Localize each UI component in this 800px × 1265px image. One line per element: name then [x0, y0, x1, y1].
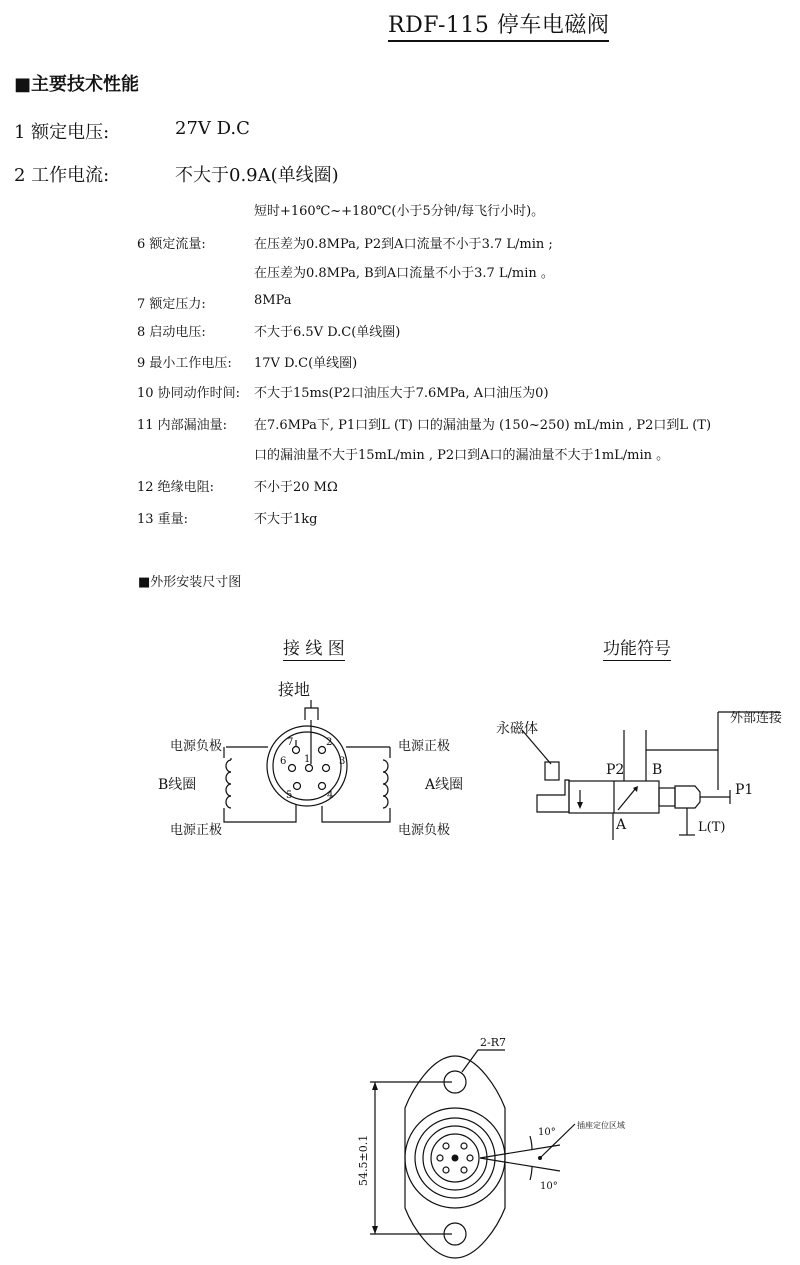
angle-label-top: 10° — [538, 1127, 556, 1138]
mount-pin-c — [437, 1155, 443, 1161]
dimension-label: 54.5±0.1 — [357, 1134, 370, 1186]
spec-value-current: 不大于0.9A(单线圈) — [175, 165, 339, 186]
angle-vertex — [538, 1156, 542, 1160]
section-heading-main: ■主要技术性能 — [14, 74, 140, 95]
plug-note-label: 插座定位区域 — [577, 1121, 625, 1130]
label-pos-left: 电源正极 — [170, 823, 223, 838]
ground-label: 接地 — [278, 680, 311, 699]
pin-label-5: 5 — [286, 790, 293, 801]
spec-value-flow-line2: 在压差为0.8MPa, B到A口流量不小于3.7 L/min 。 — [254, 266, 554, 281]
page-title: RDF-115 停车电磁阀 — [388, 8, 609, 42]
spec-value-start-voltage: 不大于6.5V D.C(单线圈) — [254, 325, 401, 340]
pin-label-6: 6 — [280, 756, 287, 767]
spec-label-flow: 6 额定流量: — [137, 237, 206, 252]
angle-arc-bottom — [530, 1166, 532, 1180]
spec-value-action-time: 不大于15ms(P2口油压大于7.6MPa, A口油压为0) — [254, 386, 549, 401]
mount-pin-b — [461, 1143, 467, 1149]
dimension-arrow-top — [372, 1082, 378, 1090]
label-coil-b: B线圈 — [158, 777, 197, 793]
pin-label-1: 1 — [304, 754, 311, 765]
mount-pin-f — [443, 1167, 449, 1173]
dimension-arrow-bottom — [372, 1226, 378, 1234]
spec-label-start-voltage: 8 启动电压: — [137, 325, 206, 340]
spec-label-weight: 13 重量: — [137, 512, 189, 527]
wiring-diagram-title: 接 线 图 — [283, 634, 345, 661]
spec-label-pressure: 7 额定压力: — [137, 297, 206, 312]
pin-label-4: 4 — [327, 790, 334, 801]
section-heading-outline: ■外形安装尺寸图 — [138, 575, 242, 590]
function-symbol-title: 功能符号 — [603, 634, 671, 661]
pin-label-7: 7 — [287, 737, 294, 748]
spec-value-flow-line1: 在压差为0.8MPa, P2到A口流量不小于3.7 L/min ; — [254, 237, 553, 252]
radius-label: 2-R7 — [480, 1036, 506, 1049]
spec-label-action-time: 10 协同动作时间: — [137, 386, 241, 401]
angle-arc-top — [530, 1136, 532, 1150]
spec-label-voltage: 1 额定电压: — [14, 122, 110, 143]
angle-line-bottom — [480, 1158, 560, 1171]
port-p1-label: P1 — [735, 782, 754, 798]
port-p2-label: P2 — [606, 762, 625, 778]
angle-line-top — [480, 1145, 560, 1158]
label-neg-left: 电源负极 — [170, 739, 223, 754]
spec-value-leakage-line1: 在7.6MPa下, P1口到L (T) 口的漏油量为 (150~250) mL/min , P2口到L (T) — [254, 418, 712, 433]
mount-pin-g — [461, 1167, 467, 1173]
label-neg-right: 电源负极 — [398, 823, 451, 838]
spec-value-min-voltage: 17V D.C(单线圈) — [254, 356, 358, 371]
spec-label-insulation: 12 绝缘电阻: — [137, 480, 215, 495]
spec-label-leakage: 11 内部漏油量: — [137, 418, 228, 433]
port-b-label: B — [652, 762, 663, 778]
magnet-label: 永磁体 — [496, 721, 538, 737]
spec-value-weight: 不大于1kg — [254, 512, 318, 527]
label-pos-right: 电源正极 — [398, 739, 451, 754]
temperature-note: 短时+160℃~+180℃(小于5分钟/每飞行小时)。 — [254, 204, 545, 219]
pin-label-3: 3 — [339, 756, 346, 767]
radius-leader — [462, 1050, 505, 1072]
spec-label-current: 2 工作电流: — [14, 165, 110, 186]
spec-value-voltage: 27V D.C — [175, 118, 250, 139]
port-l-label: L(T) — [698, 820, 726, 835]
spec-value-leakage-line2: 口的漏油量不大于15mL/min , P2口到A口的漏油量不大于1mL/min 。 — [254, 448, 670, 463]
spec-value-insulation: 不小于20 MΩ — [254, 480, 338, 495]
mount-pin-e — [467, 1155, 473, 1161]
mount-pin-center — [452, 1155, 459, 1162]
spec-label-min-voltage: 9 最小工作电压: — [137, 356, 232, 371]
external-label: 外部连接 — [730, 711, 783, 726]
pin-label-2: 2 — [326, 737, 333, 748]
spec-value-pressure: 8MPa — [254, 293, 292, 308]
label-coil-a: A线圈 — [425, 777, 464, 793]
port-a-label: A — [616, 817, 627, 833]
mount-pin-a — [443, 1143, 449, 1149]
angle-label-bottom: 10° — [540, 1181, 558, 1192]
